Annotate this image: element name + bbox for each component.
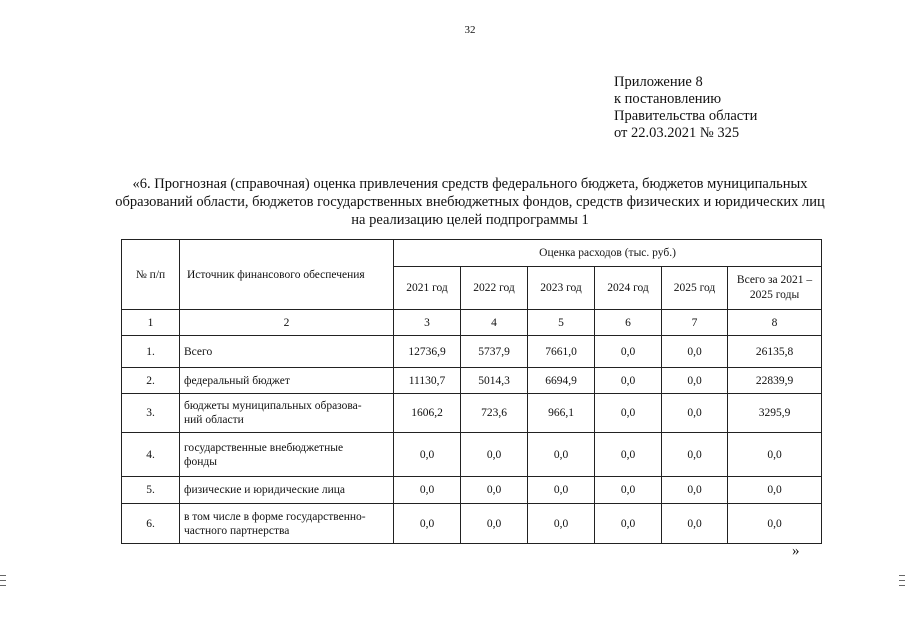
closing-quote: »: [792, 543, 800, 559]
funding-table: [121, 239, 822, 544]
row-number: 1.: [122, 336, 180, 368]
header-year: 2024 год: [595, 267, 662, 310]
heading-line-2: образований области, бюджетов государственных внебюджетных фондов, средств физических и юридических лиц: [115, 194, 825, 210]
row-number: 2.: [122, 368, 180, 394]
margin-mark: [899, 585, 905, 586]
header-year: 2022 год: [461, 267, 528, 310]
row-year-value: 0,0: [595, 433, 662, 477]
row-year-value: 5014,3: [461, 368, 528, 394]
column-number-row: [122, 310, 822, 336]
row-number: 5.: [122, 477, 180, 504]
row-year-value: 0,0: [528, 477, 595, 504]
appendix-government: Правительства области: [614, 108, 758, 124]
row-year-value: 1606,2: [394, 394, 461, 433]
column-number: 3: [394, 310, 461, 336]
header-estimate: Оценка расходов (тыс. руб.): [394, 240, 822, 267]
header-year: 2023 год: [528, 267, 595, 310]
table-row: [122, 433, 822, 477]
row-total: 0,0: [728, 477, 822, 504]
column-number: 4: [461, 310, 528, 336]
row-total: 26135,8: [728, 336, 822, 368]
header-year: 2025 год: [662, 267, 728, 310]
row-year-value: 0,0: [595, 504, 662, 544]
row-source: бюджеты муниципальных образова- ний области: [180, 394, 394, 433]
row-year-value: 0,0: [662, 504, 728, 544]
row-year-value: 0,0: [662, 477, 728, 504]
appendix-decree-ref: к постановлению: [614, 91, 722, 107]
row-year-value: 0,0: [662, 368, 728, 394]
row-year-value: 0,0: [461, 504, 528, 544]
row-year-value: 5737,9: [461, 336, 528, 368]
margin-mark: [899, 575, 905, 576]
row-year-value: 12736,9: [394, 336, 461, 368]
column-number: 7: [662, 310, 728, 336]
heading-line-1: «6. Прогнозная (справочная) оценка привлечения средств федерального бюджета, бюджетов муниципальных: [132, 176, 808, 192]
row-year-value: 0,0: [528, 433, 595, 477]
row-year-value: 0,0: [528, 504, 595, 544]
row-year-value: 0,0: [662, 433, 728, 477]
page-number: 32: [464, 24, 476, 36]
margin-mark: [0, 580, 6, 581]
column-number: 5: [528, 310, 595, 336]
table-row: [122, 394, 822, 433]
row-total: 3295,9: [728, 394, 822, 433]
header-num: № п/п: [122, 240, 180, 310]
column-number: 2: [180, 310, 394, 336]
column-number: 6: [595, 310, 662, 336]
appendix-title: Приложение 8: [614, 74, 703, 90]
column-number: 1: [122, 310, 180, 336]
table-row: [122, 368, 822, 394]
row-year-value: 0,0: [461, 433, 528, 477]
row-year-value: 6694,9: [528, 368, 595, 394]
row-year-value: 0,0: [595, 394, 662, 433]
row-year-value: 966,1: [528, 394, 595, 433]
row-year-value: 0,0: [662, 394, 728, 433]
header-total: Всего за 2021 – 2025 годы: [728, 267, 822, 310]
table-row: [122, 477, 822, 504]
row-year-value: 0,0: [662, 336, 728, 368]
section-heading: [70, 175, 870, 229]
row-source: Всего: [180, 336, 394, 368]
appendix-block: [614, 74, 757, 142]
row-year-value: 0,0: [394, 433, 461, 477]
row-total: 0,0: [728, 504, 822, 544]
row-year-value: 7661,0: [528, 336, 595, 368]
row-year-value: 0,0: [394, 477, 461, 504]
column-number: 8: [728, 310, 822, 336]
row-number: 4.: [122, 433, 180, 477]
row-year-value: 0,0: [595, 368, 662, 394]
row-year-value: 0,0: [394, 504, 461, 544]
margin-mark: [0, 575, 6, 576]
row-year-value: 723,6: [461, 394, 528, 433]
appendix-date-number: от 22.03.2021 № 325: [614, 125, 740, 141]
header-source: Источник финансового обеспечения: [180, 240, 394, 310]
margin-mark: [899, 580, 905, 581]
margin-mark: [0, 585, 6, 586]
table-row: [122, 504, 822, 544]
row-number: 3.: [122, 394, 180, 433]
table-row: [122, 336, 822, 368]
row-year-value: 0,0: [461, 477, 528, 504]
row-source: федеральный бюджет: [180, 368, 394, 394]
row-total: 0,0: [728, 433, 822, 477]
row-total: 22839,9: [728, 368, 822, 394]
row-year-value: 0,0: [595, 336, 662, 368]
row-source: физические и юридические лица: [180, 477, 394, 504]
row-year-value: 0,0: [595, 477, 662, 504]
header-year: 2021 год: [394, 267, 461, 310]
heading-line-3: на реализацию целей подпрограммы 1: [351, 212, 589, 228]
row-source: в том числе в форме государственно- частного партнерства: [180, 504, 394, 544]
row-year-value: 11130,7: [394, 368, 461, 394]
row-number: 6.: [122, 504, 180, 544]
row-source: государственные внебюджетные фонды: [180, 433, 394, 477]
